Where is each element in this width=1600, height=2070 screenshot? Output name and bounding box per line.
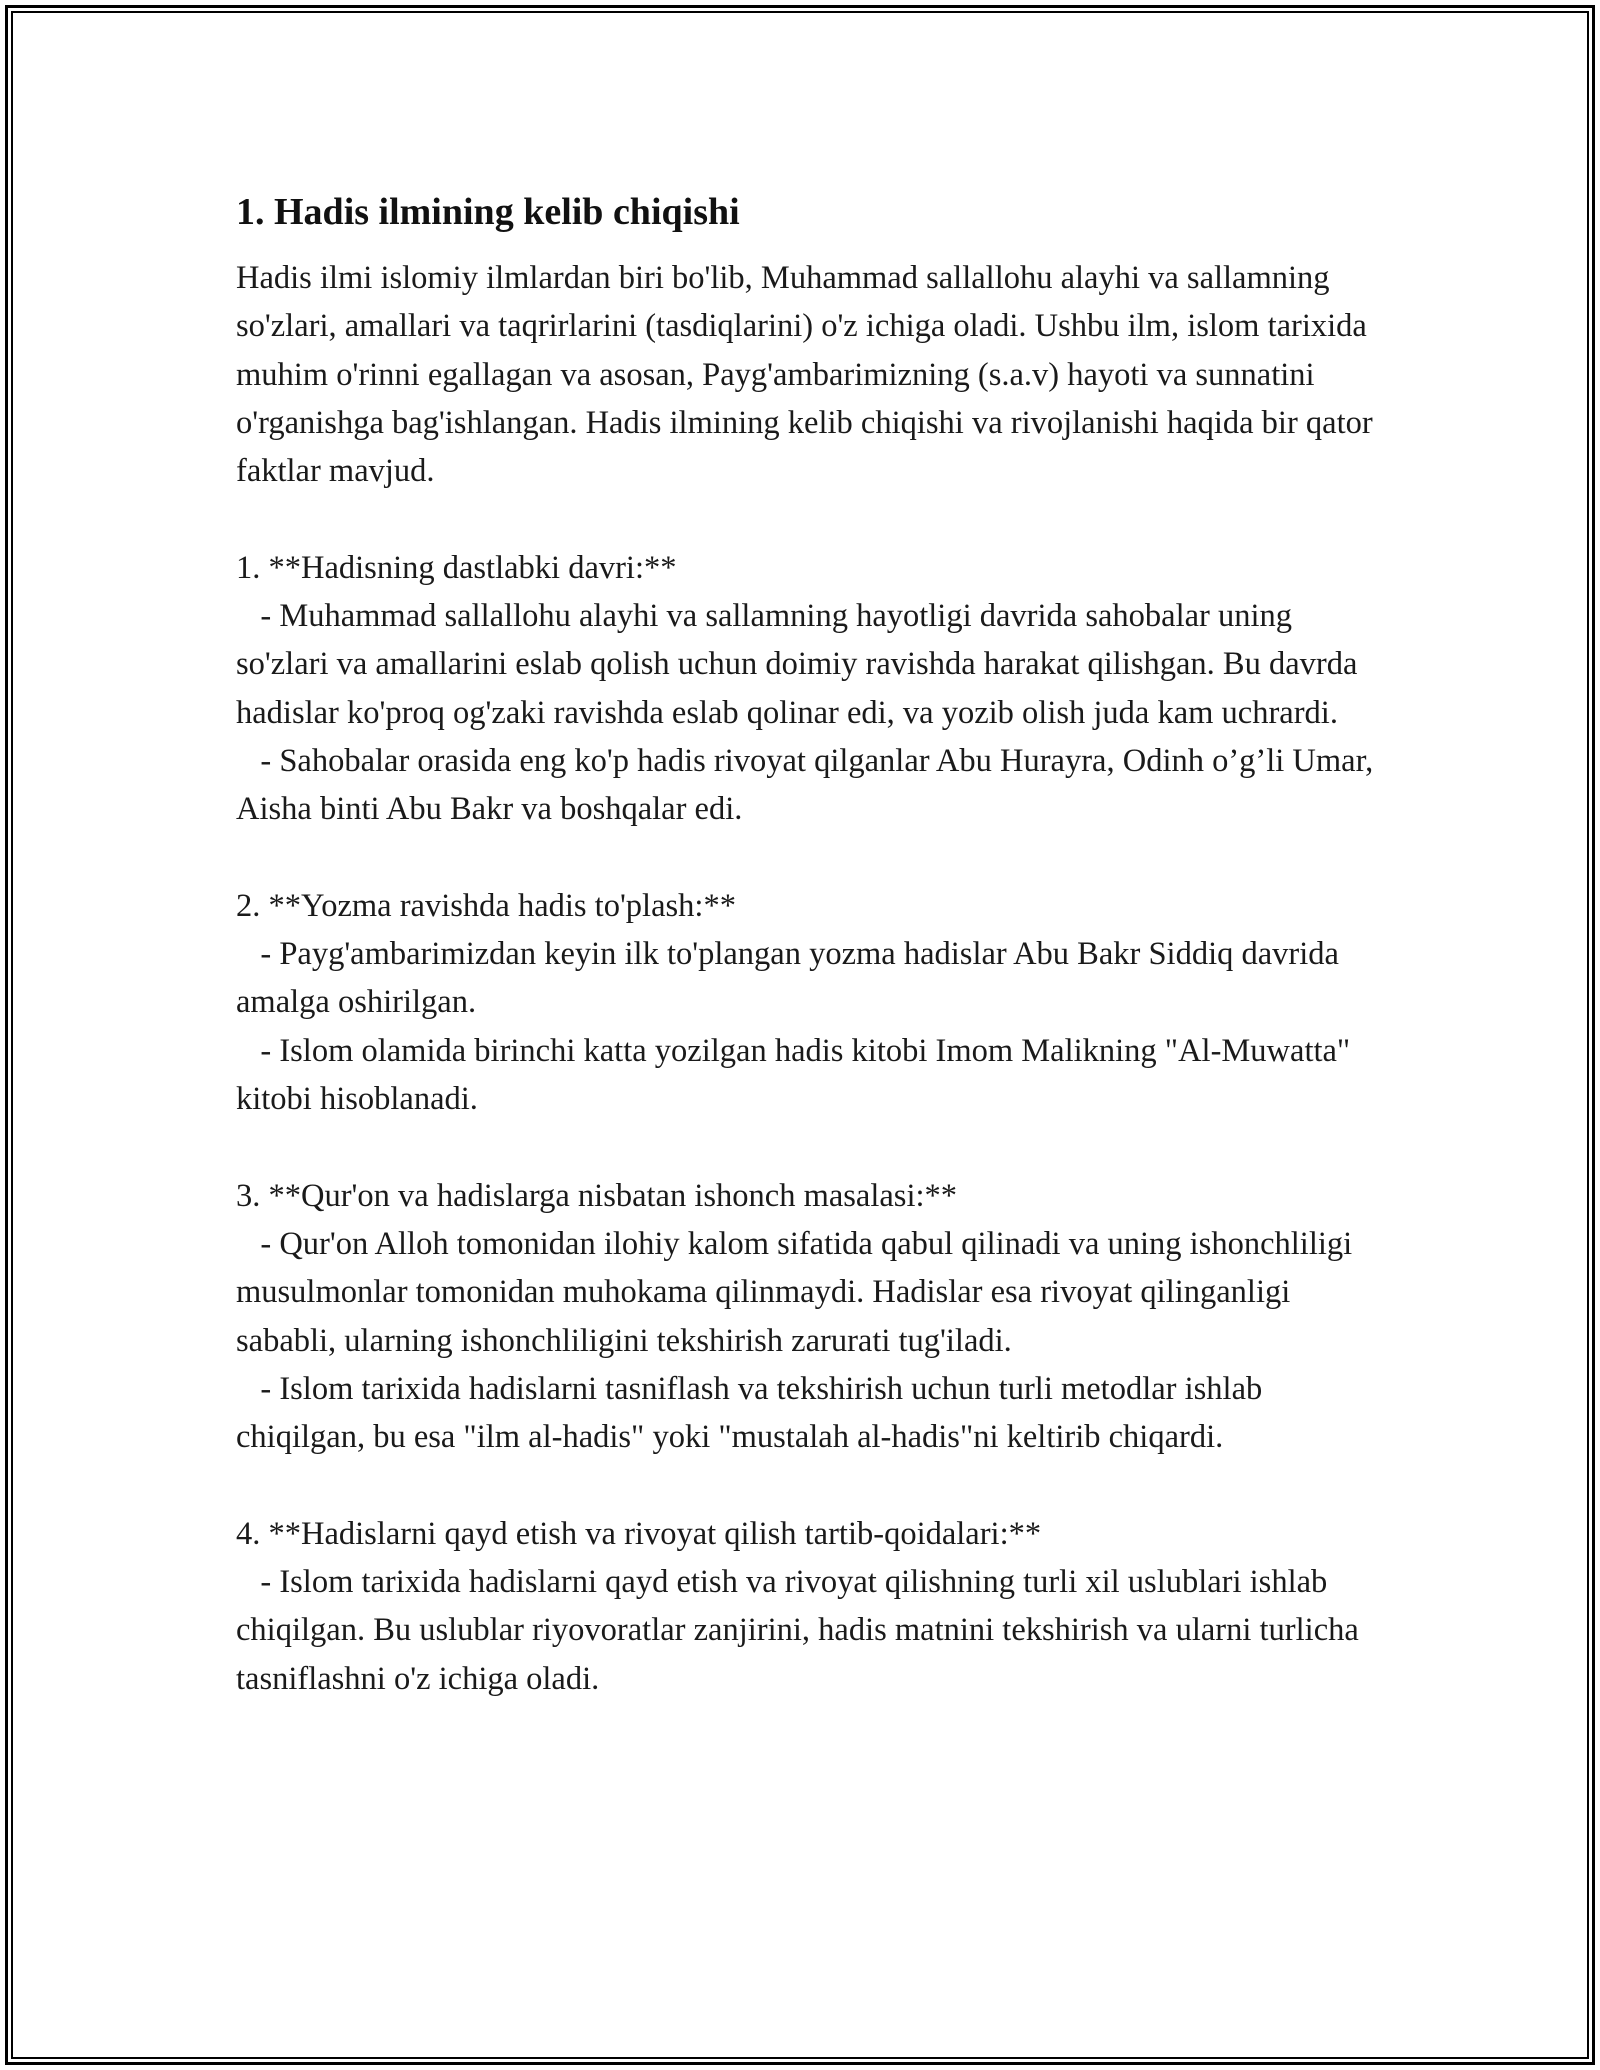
document-content — [236, 186, 1376, 1703]
body-text: Hadis ilmi islomiy ilmlardan biri bo'lib, Muhammad sallallohu alayhi va sallamning so'zlari, amallari va taqrirlarini (tasdiqlarini) o'z ichiga oladi. Ushbu ilm, islom tarixida muhim o'rinni egallagan va asosan, Payg'ambarimizning (s.a.v) hayoti va sunnatini o'rganishga bag'ishlangan. Hadis ilmining kelib chiqishi va rivojlanishi haqida bir qator faktlar mavjud. 1. **Hadisning dastlabki davri:** - Muhammad sallallohu alayhi va sallamning hayotligi davrida sahobalar uning so'zlari va amallarini eslab qolish uchun doimiy ravishda harakat qilishgan. Bu davrda hadislar ko'proq og'zaki ravishda eslab qolinar edi, va yozib olish juda kam uchrardi. - Sahobalar orasida eng ko'p hadis rivoyat qilganlar Abu Hurayra, Odinh o’g’li Umar, Aisha binti Abu Bakr va boshqalar edi. 2. **Yozma ravishda hadis to'plash:** - Payg'ambarimizdan keyin ilk to'plangan yozma hadislar Abu Bakr Siddiq davrida amalga oshirilgan. - Islom olamida birinchi katta yozilgan hadis kitobi Imom Malikning "Al-Muwatta" kitobi hisoblanadi. 3. **Qur'on va hadislarga nisbatan ishonch masalasi:** - Qur'on Alloh tomonidan ilohiy kalom sifatida qabul qilinadi va uning ishonchliligi musulmonlar tomonidan muhokama qilinmaydi. Hadislar esa rivoyat qilinganligi sababli, ularning ishonchliligini tekshirish zarurati tug'iladi. - Islom tarixida hadislarni tasniflash va tekshirish uchun turli metodlar ishlab chiqilgan, bu esa "ilm al-hadis" yoki "mustalah al-hadis"ni keltirib chiqardi. 4. **Hadislarni qayd etish va rivoyat qilish tartib-qoidalari:** - Islom tarixida hadislarni qayd etish va rivoyat qilishning turli xil uslublari ishlab chiqilgan. Bu uslublar riyovoratlar zanjirini, hadis matnini tekshirish va ularni turlicha tasniflashni o'z ichiga oladi. — [236, 260, 1374, 1697]
section-heading: 1. Hadis ilmining kelib chiqishi — [236, 191, 740, 233]
